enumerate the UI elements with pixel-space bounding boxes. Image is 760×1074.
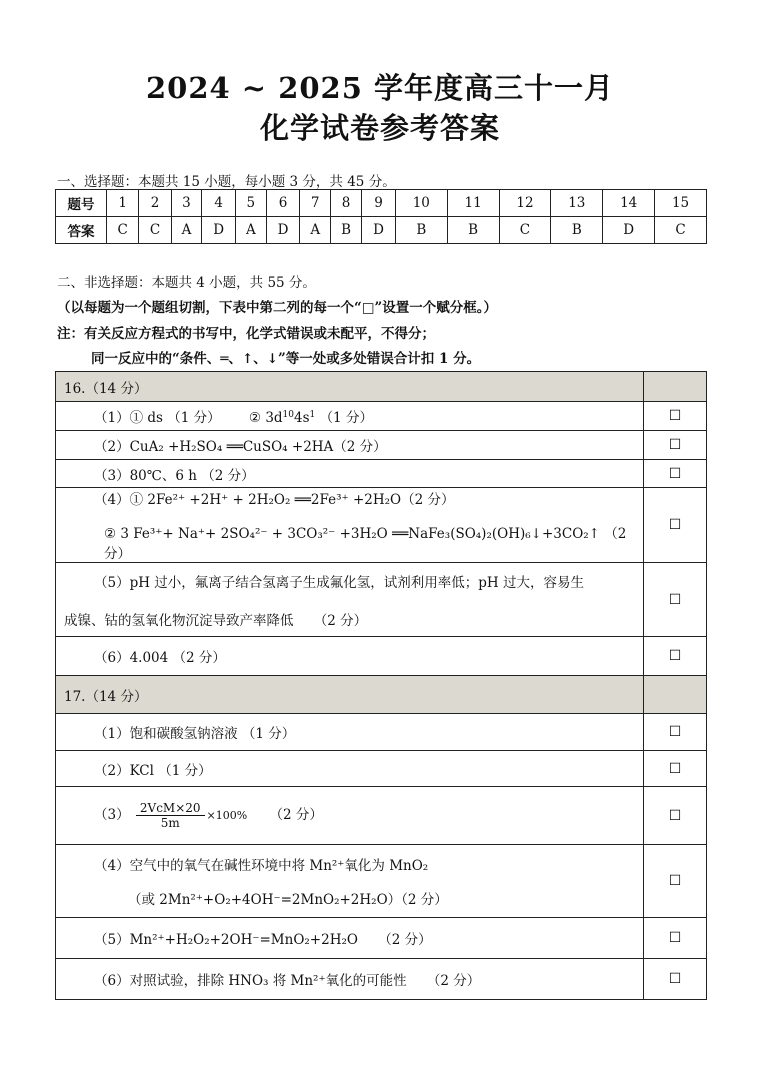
q17-row-4 (56, 845, 707, 918)
q16-answer-1 (56, 402, 644, 431)
cell-number: 13 (551, 190, 603, 217)
cell-number: 2 (139, 190, 171, 217)
q16-header-row (56, 372, 707, 402)
q17-answer-5: （5）Mn²⁺+H₂O₂+2OH⁻=MnO₂+2H₂O （2 分） (56, 918, 644, 959)
q17-row-3 (56, 787, 707, 845)
q16-answer-3: （3）80℃、6 h （2 分） (56, 460, 644, 488)
score-box[interactable]: ☐ (644, 959, 707, 1000)
multiple-choice-table (55, 189, 707, 244)
cell-number: 5 (236, 190, 267, 217)
cell-answer: A (171, 217, 202, 244)
q16-answer-5: （5）pH 过小，氟离子结合氢离子生成氟化氢，试剂利用率低；pH 过大，容易生 成镍、钴的氢氧化物沉淀导致产率降低 （2 分） (56, 563, 644, 637)
row-label-answer: 答案 (56, 217, 107, 244)
score-box[interactable]: ☐ (644, 918, 707, 959)
q17-header: 17.（14 分） (56, 676, 644, 714)
q17-answer-2: （2）KCl （1 分） (56, 751, 644, 787)
cell-number: 1 (107, 190, 139, 217)
cell-answer: D (362, 217, 396, 244)
header-blank-cell (644, 372, 707, 402)
q16-row-6 (56, 637, 707, 676)
section1-heading: 一、选择题：本题共 15 小题，每小题 3 分，共 45 分。 (57, 174, 396, 190)
q16-header: 16.（14 分） (56, 372, 644, 402)
q17-row-5 (56, 918, 707, 959)
score-box[interactable]: ☐ (644, 460, 707, 488)
cell-number: 9 (362, 190, 396, 217)
cell-answer: A (300, 217, 331, 244)
score-box[interactable]: ☐ (644, 714, 707, 751)
q16-answer-4: （4）① 2Fe²⁺ +2H⁺ + 2H₂O₂ ══2Fe³⁺ +2H₂O（2 分） ② 3 Fe³⁺+ Na⁺+ 2SO₄²⁻ + 3CO₃²⁻ +3H₂O ══NaFe₃(SO₄)₂(OH)₆↓+3CO₂↑ （2 分） (56, 488, 644, 563)
score-box[interactable]: ☐ (644, 563, 707, 637)
q17-header-row (56, 676, 707, 714)
q16-answer-6: （6）4.004 （2 分） (56, 637, 644, 676)
cell-answer: C (139, 217, 171, 244)
cell-number: 12 (499, 190, 551, 217)
q16-row-4 (56, 488, 707, 563)
q16-answer-1a: （1）① ds （1 分） (94, 410, 221, 426)
title-line-1: 2024 ~ 2025 学年度高三十一月 (145, 71, 614, 105)
row-label-number: 题号 (56, 190, 107, 217)
q17-row-2 (56, 751, 707, 787)
cell-number: 3 (171, 190, 202, 217)
q16-row-3 (56, 460, 707, 488)
q17-answer-1: （1）饱和碳酸氢钠溶液 （1 分） (56, 714, 644, 751)
cell-number: 15 (655, 190, 707, 217)
score-box[interactable]: ☐ (644, 431, 707, 460)
answer-row (56, 217, 707, 244)
section2-heading: 二、非选择题：本题共 4 小题，共 55 分。 (57, 275, 316, 291)
cell-answer: B (331, 217, 362, 244)
score-box[interactable]: ☐ (644, 845, 707, 918)
cell-number: 11 (447, 190, 499, 217)
cell-number: 8 (331, 190, 362, 217)
cell-answer: C (655, 217, 707, 244)
note-deduction-rule: 同一反应中的“条件、═、↑、↓”等一处或多处错误合计扣 1 分。 (91, 351, 481, 367)
cell-answer: B (395, 217, 447, 244)
q16-row-2 (56, 431, 707, 460)
cell-answer: D (266, 217, 300, 244)
cell-answer: A (236, 217, 267, 244)
score-box[interactable]: ☐ (644, 637, 707, 676)
q16-answer-1b: ② $3d^{10}4s^1$ （1 分） (248, 410, 373, 426)
answer-table (55, 371, 707, 1000)
q17-answer-4: （4）空气中的氧气在碱性环境中将 Mn²⁺氧化为 MnO₂ （或 2Mn²⁺+O₂+4OH⁻=2MnO₂+2H₂O）（2 分） (56, 845, 644, 918)
q16-row-1 (56, 402, 707, 431)
note-equation-rule: 注：有关反应方程式的书写中，化学式错误或未配平，不得分； (57, 326, 435, 342)
cell-answer: B (447, 217, 499, 244)
q17-answer-6: （6）对照试验，排除 HNO₃ 将 Mn²⁺氧化的可能性 （2 分） (56, 959, 644, 1000)
note-grading-boxes: （以每题为一个题组切割，下表中第二列的每一个“□”设置一个赋分框。） (57, 300, 498, 316)
cell-answer: C (499, 217, 551, 244)
cell-number: 14 (603, 190, 655, 217)
header-blank-cell (644, 676, 707, 714)
question-number-row (56, 190, 707, 217)
score-box[interactable]: ☐ (644, 787, 707, 845)
cell-number: 6 (266, 190, 300, 217)
cell-answer: D (202, 217, 236, 244)
q17-row-1 (56, 714, 707, 751)
cell-answer: D (603, 217, 655, 244)
cell-number: 7 (300, 190, 331, 217)
cell-number: 10 (395, 190, 447, 217)
q17-answer-3: （3） $\frac{\text{2VcM×20}}{5m}$ ×100% （2 分） (56, 787, 644, 845)
score-box[interactable]: ☐ (644, 488, 707, 563)
q17-row-6 (56, 959, 707, 1000)
q16-answer-2: （2）CuA₂ +H₂SO₄ ══CuSO₄ +2HA（2 分） (56, 431, 644, 460)
score-box[interactable]: ☐ (644, 402, 707, 431)
cell-answer: B (551, 217, 603, 244)
cell-answer: C (107, 217, 139, 244)
score-box[interactable]: ☐ (644, 751, 707, 787)
fraction: $\frac{\text{2VcM×20}}{5m}$ (136, 801, 205, 830)
title-line-2: 化学试卷参考答案 (259, 111, 500, 145)
q16-row-5 (56, 563, 707, 637)
cell-number: 4 (202, 190, 236, 217)
